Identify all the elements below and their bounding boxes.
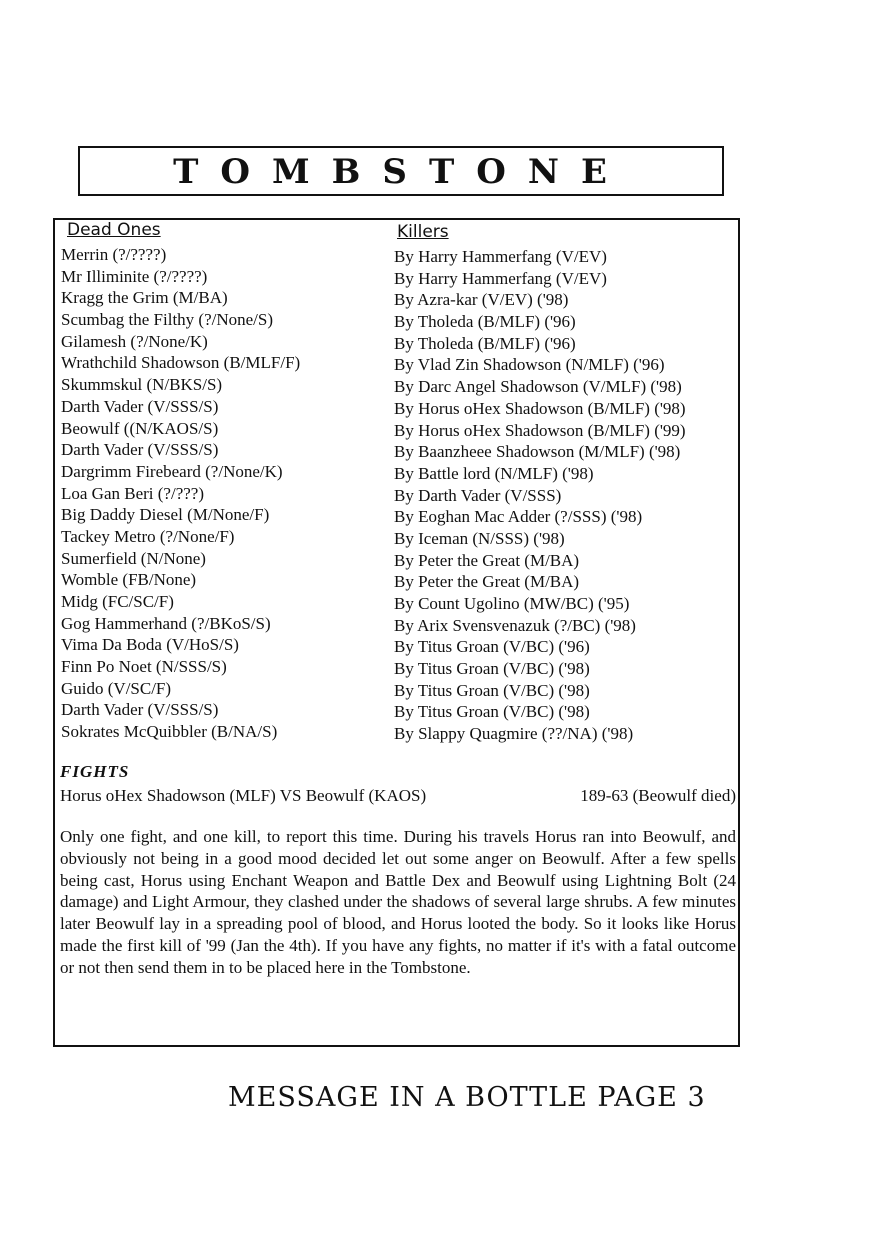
killer-entry: By Darc Angel Shadowson (V/MLF) ('98) — [394, 377, 682, 397]
fight-report: Only one fight, and one kill, to report this time. During his travels Horus ran into Beowulf, and obviously not being in a good mood decided let out some anger on Beowulf. After a few spells being cast, Horus using Enchant Weapon and Battle Dex and Beowulf using Lightning Bolt (24 damage) and Light Armour, they clashed under the shadows of several large shrubs. A few minutes later Beowulf lay in a spreading pool of blood, and Horus looted the body. So it looks like Horus made the first kill of '99 (Jan the 4th). If you have any fights, no matter if it's with a fatal outcome or not then send them in to be placed here in the Tombstone. — [60, 827, 736, 977]
fight-entry — [60, 786, 736, 806]
dead-ones-header: Dead Ones — [67, 220, 161, 240]
dead-one-entry: Darth Vader (V/SSS/S) — [61, 700, 219, 720]
dead-one-entry: Guido (V/SC/F) — [61, 678, 172, 698]
killer-entry: By Peter the Great (M/BA) — [394, 572, 580, 592]
killer-entry: By Battle lord (N/MLF) ('98) — [394, 463, 594, 483]
dead-one-entry: Skummskul (N/BKS/S) — [61, 375, 223, 395]
dead-one-entry: Sokrates McQuibbler (B/NA/S) — [61, 722, 278, 742]
page-footer: MESSAGE IN A BOTTLE PAGE 3 — [228, 1082, 706, 1113]
killer-entry: By Peter the Great (M/BA) — [394, 550, 580, 570]
killers-header: Killers — [397, 222, 449, 242]
killer-entry: By Arix Svensvenazuk (?/BC) ('98) — [394, 615, 636, 635]
dead-one-entry: Big Daddy Diesel (M/None/F) — [61, 505, 270, 525]
dead-one-entry: Kragg the Grim (M/BA) — [61, 288, 228, 308]
killer-entry: By Titus Groan (V/BC) ('98) — [394, 659, 590, 679]
killer-entry: By Harry Hammerfang (V/EV) — [394, 247, 607, 266]
dead-one-entry: Darth Vader (V/SSS/S) — [61, 396, 219, 416]
killer-entry: By Slappy Quagmire (??/NA) ('98) — [394, 724, 634, 744]
killer-entry: By Titus Groan (V/BC) ('98) — [394, 702, 590, 722]
dead-one-entry: Sumerfield (N/None) — [61, 548, 206, 568]
killer-entry: By Horus oHex Shadowson (B/MLF) ('99) — [394, 420, 686, 440]
killer-entry: By Iceman (N/SSS) ('98) — [394, 528, 565, 548]
title-box — [78, 146, 724, 196]
dead-one-entry: Darth Vader (V/SSS/S) — [61, 440, 219, 460]
fights-heading: FIGHTS — [60, 762, 130, 781]
dead-one-entry: Merrin (?/????) — [61, 245, 167, 264]
killer-entry: By Count Ugolino (MW/BC) ('95) — [394, 594, 630, 613]
dead-one-entry: Mr Illiminite (?/????) — [61, 266, 208, 286]
killer-entry: By Harry Hammerfang (V/EV) — [394, 268, 607, 288]
dead-one-entry: Wrathchild Shadowson (B/MLF/F) — [61, 353, 301, 373]
killer-entry: By Baanzheee Shadowson (M/MLF) ('98) — [394, 442, 681, 462]
killer-entry: By Tholeda (B/MLF) ('96) — [394, 312, 576, 332]
fight-matchup: Horus oHex Shadowson (MLF) VS Beowulf (KAOS) — [60, 786, 427, 805]
killer-entry: By Azra-kar (V/EV) ('98) — [394, 290, 569, 310]
killers-list — [394, 246, 686, 745]
dead-one-entry: Beowulf ((N/KAOS/S) — [61, 418, 219, 438]
dead-one-entry: Midg (FC/SC/F) — [61, 592, 174, 611]
dead-one-entry: Tackey Metro (?/None/F) — [61, 526, 235, 546]
dead-one-entry: Vima Da Boda (V/HoS/S) — [61, 635, 239, 655]
dead-one-entry: Womble (FB/None) — [61, 570, 197, 590]
killer-entry: By Horus oHex Shadowson (B/MLF) ('98) — [394, 398, 686, 418]
killer-entry: By Titus Groan (V/BC) ('96) — [394, 637, 590, 657]
killer-entry: By Tholeda (B/MLF) ('96) — [394, 333, 576, 353]
killer-entry: By Vlad Zin Shadowson (N/MLF) ('96) — [394, 355, 665, 375]
killer-entry: By Titus Groan (V/BC) ('98) — [394, 680, 590, 700]
dead-one-entry: Gilamesh (?/None/K) — [61, 331, 208, 351]
dead-one-entry: Loa Gan Beri (?/???) — [61, 483, 204, 503]
fight-result: 189-63 (Beowulf died) — [580, 786, 736, 805]
dead-ones-list — [61, 244, 300, 743]
dead-one-entry: Scumbag the Filthy (?/None/S) — [61, 310, 274, 330]
killer-entry: By Darth Vader (V/SSS) — [394, 485, 562, 505]
dead-one-entry: Finn Po Noet (N/SSS/S) — [61, 657, 227, 677]
killer-entry: By Eoghan Mac Adder (?/SSS) ('98) — [394, 507, 643, 527]
page-title: TOMBSTONE — [173, 152, 629, 192]
dead-one-entry: Gog Hammerhand (?/BKoS/S) — [61, 613, 271, 633]
dead-one-entry: Dargrimm Firebeard (?/None/K) — [61, 461, 283, 481]
